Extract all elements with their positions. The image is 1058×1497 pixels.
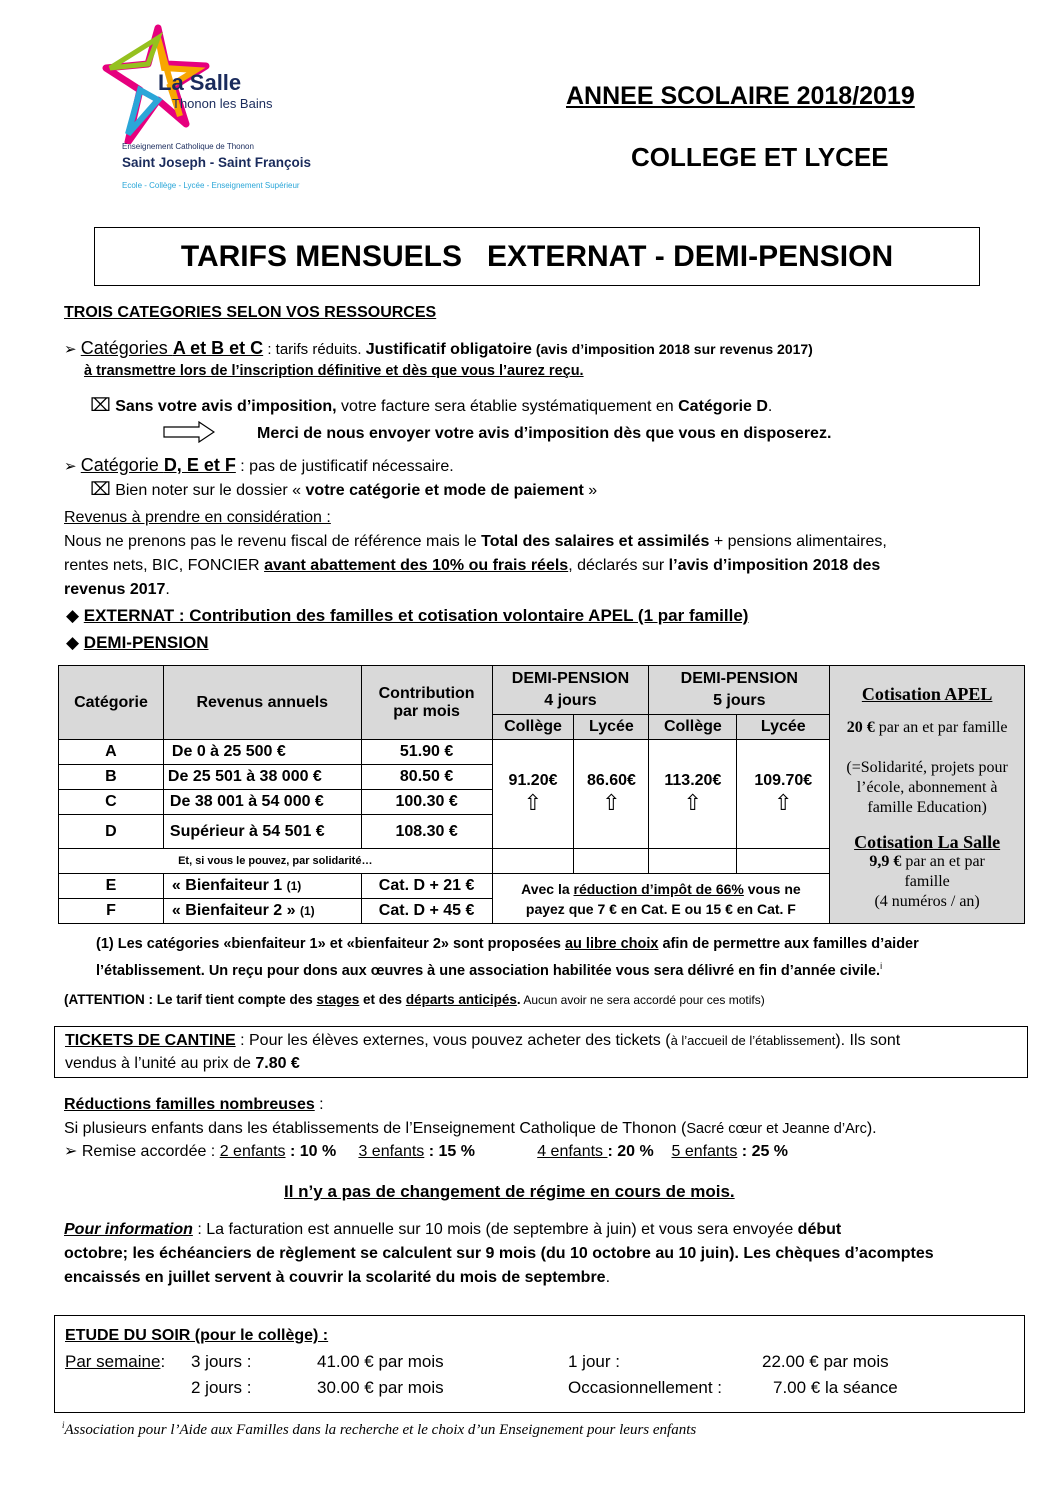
cell-rev: De 0 à 25 500 € [163,740,361,765]
dp5-lycee-cell: 109.70€ ⇧ [737,740,830,849]
regime-note: Il n’y a pas de changement de régime en cours de mois. [284,1182,735,1201]
bullet-externat: ◆ EXTERNAT : Contribution des familles et cotisation volontaire APEL (1 par famille) [66,606,749,625]
cell-rev: Supérieur à 54 501 € [163,815,361,849]
tickets-line2: vendus à l’unité au prix de 7.80 € [65,1055,300,1072]
categories-abc: ➢ Catégories A et B et C : tarifs réduits. Justificatif obligatoire (avis d’imposition 2018 sur revenus 2017) [64,338,813,358]
cell-contrib: 100.30 € [361,790,492,815]
cotisation-cell [830,666,1025,924]
bullet-arrow-icon: ➢ [64,1143,82,1160]
etude-occasionnel-price: 7.00 € la séance [773,1378,898,1397]
bullet-arrow-icon: ➢ [64,458,81,475]
lasalle-famille: famille [904,873,950,890]
logo-name: La Salle [158,70,242,95]
cell-cat: D [59,815,164,849]
etude-1-jour-price: 22.00 € par mois [762,1352,889,1371]
header-dp4-lycee: Lycée [574,715,649,740]
diamond-icon: ◆ [66,633,84,652]
info-line1: Pour information : La facturation est annuelle sur 10 mois (de septembre à juin) et vous sera envoyée début [64,1221,842,1238]
header-dp4-college: Collège [492,715,574,740]
logo-levels: Ecole - Collège - Lycée - Enseignement Supérieur [122,181,300,190]
bullet-demi-pension: ◆ DEMI-PENSION [66,633,209,652]
header-categorie: Catégorie [59,666,164,740]
diamond-icon: ◆ [66,606,84,625]
header-dp4: DEMI-PENSION 4 jours [492,666,649,715]
cell-cat: E [59,874,164,899]
etude-2-jours: 2 jours : [191,1378,252,1397]
cell-contrib: 51.90 € [361,740,492,765]
cell-cat: C [59,790,164,815]
header-dp5-lycee: Lycée [737,715,830,740]
apel-title: Cotisation APEL [861,684,993,704]
note-dossier: ⌧ Bien noter sur le dossier « votre catégorie et mode de paiement » [90,479,598,499]
categories-def: ➢ Catégorie D, E et F : pas de justificatif nécessaire. [64,455,454,475]
lasalle-price: 9,9 € par an et par [869,853,985,870]
cell-cat: A [59,740,164,765]
info-line3: encaissés en juillet servent à couvrir la scolarité du mois de septembre. [64,1269,611,1286]
revenus-line2: rentes nets, BIC, FONCIER avant abattement des 10% ou frais réels, déclarés sur l’avis d’imposition 2018 des [64,557,881,574]
revenus-line3: revenus 2017. [64,581,170,598]
revenus-line1: Nous ne prenons pas le revenu fiscal de référence mais le Total des salaires et assimilés + pensions alimentaires, [64,533,887,550]
up-arrow-icon: ⇧ [774,790,793,815]
checkbox-x-icon: ⌧ [90,479,111,499]
reductions-heading: Réductions familles nombreuses : [64,1096,324,1113]
bullet-arrow-icon: ➢ [64,341,81,358]
cell-rev: « Bienfaiteur 2 » (1) [163,899,361,924]
etude-box [54,1315,1025,1413]
merci-text: Merci de nous envoyer votre avis d’imposition dès que vous en disposerez. [257,425,832,442]
logo-schools: Saint Joseph - Saint François [122,155,312,170]
school-logo [100,24,330,199]
categories-abc-transmit: à transmettre lors de l’inscription définitive et dès que vous l’aurez reçu. [84,363,584,379]
up-arrow-icon: ⇧ [683,790,703,815]
cell-contrib: 80.50 € [361,765,492,790]
up-arrow-icon: ⇧ [523,790,543,815]
header-dp5-college: Collège [649,715,737,740]
cell-rev: De 25 501 à 38 000 € [163,765,361,790]
up-arrow-icon: ⇧ [602,790,621,815]
etude-1-jour: 1 jour : [568,1352,620,1371]
categories-heading: TROIS CATEGORIES SELON VOS RESSOURCES [64,304,437,321]
cell-rev: « Bienfaiteur 1 (1) [163,874,361,899]
info-line2: octobre; les échéanciers de règlement se calculent sur 9 mois (du 10 octobre au 10 juin). Les chèques d’acomptes [64,1245,934,1262]
dp5-college-cell: 113.20€ ⇧ [649,740,737,849]
etude-3-jours: 3 jours : [191,1352,252,1371]
cell-contrib: 108.30 € [361,815,492,849]
header-contribution: Contribution par mois [361,666,492,740]
school-level: COLLEGE ET LYCEE [631,142,889,172]
cell-cat: F [59,899,164,924]
apel-desc: (=Solidarité, projets pour l’école, abonnement à famille Education) [846,759,1008,816]
checkbox-x-icon: ⌧ [90,395,111,415]
etude-occasionnel: Occasionnellement : [568,1378,723,1397]
solidarite-row: Et, si vous le pouvez, par solidarité… [59,849,493,874]
header-revenus: Revenus annuels [163,666,361,740]
tariff-table [58,665,1025,924]
etude-2-jours-price: 30.00 € par mois [317,1378,444,1397]
dp4-lycee-cell: 86.60€ ⇧ [574,740,649,849]
cell-cat: B [59,765,164,790]
title-box [94,227,980,286]
page-title: TARIFS MENSUELS EXTERNAT - DEMI-PENSION [180,240,894,273]
footnote-line2: l’établissement. Un reçu pour dons aux œuvres à une association habilitée vous sera délivré en fin d’année civile.$^i$ [96,961,883,979]
cell-rev: De 38 001 à 54 000 € [163,790,361,815]
etude-title: ETUDE DU SOIR (pour le collège) : [65,1327,329,1344]
right-arrow-icon [163,421,215,443]
logo-place: Thonon les Bains [172,96,273,111]
cell-contrib: Cat. D + 45 € [361,899,492,924]
dp4-college-cell: 91.20€ ⇧ [492,740,574,849]
tickets-line1: TICKETS DE CANTINE : Pour les élèves externes, vous pouvez acheter des tickets (à l’accueil de l’établissement). Ils sont [65,1032,901,1049]
tickets-box [54,1026,1028,1078]
revenus-heading: Revenus à prendre en considération : [64,509,331,526]
attention-note: (ATTENTION : Le tarif tient compte des stages et des départs anticipés. Aucun avoir ne sera accordé pour ces motifs) [64,992,765,1007]
reductions-line1: Si plusieurs enfants dans les établissements de l’Enseignement Catholique de Thonon (Sacré cœur et Jeanne d’Arc). [64,1120,877,1137]
lasalle-num: (4 numéros / an) [874,893,980,910]
reductions-remise: ➢ Remise accordée : 2 enfants : 10 % 3 enfants : 15 % 4 enfants : 20 % 5 enfants : 25 % [64,1143,789,1160]
sans-avis: ⌧ Sans votre avis d’imposition, votre facture sera établie systématiquement en Catégorie D. [90,395,773,415]
school-year: ANNEE SCOLAIRE 2018/2019 [566,82,915,110]
etude-3-jours-price: 41.00 € par mois [317,1352,444,1371]
cell-contrib: Cat. D + 21 € [361,874,492,899]
lasalle-title: Cotisation La Salle [854,832,1001,852]
etude-row1: Par semaine: [65,1352,166,1371]
footnote-line1: (1) Les catégories «bienfaiteur 1» et «bienfaiteur 2» sont proposées au libre choix afin de permettre aux familles d’aider [96,936,919,952]
apel-price: 20 € par an et par famille [846,719,1008,736]
logo-subtitle: Enseignement Catholique de Thonon [122,142,254,151]
header-dp5: DEMI-PENSION 5 jours [649,666,830,715]
endnote: $^i$Association pour l’Aide aux Familles dans la recherche et le choix d’un Enseignement pour leurs enfants [62,1420,697,1438]
reduction-cell: Avec la réduction d’impôt de 66% vous ne payez que 7 € en Cat. E ou 15 € en Cat. F [492,874,830,924]
